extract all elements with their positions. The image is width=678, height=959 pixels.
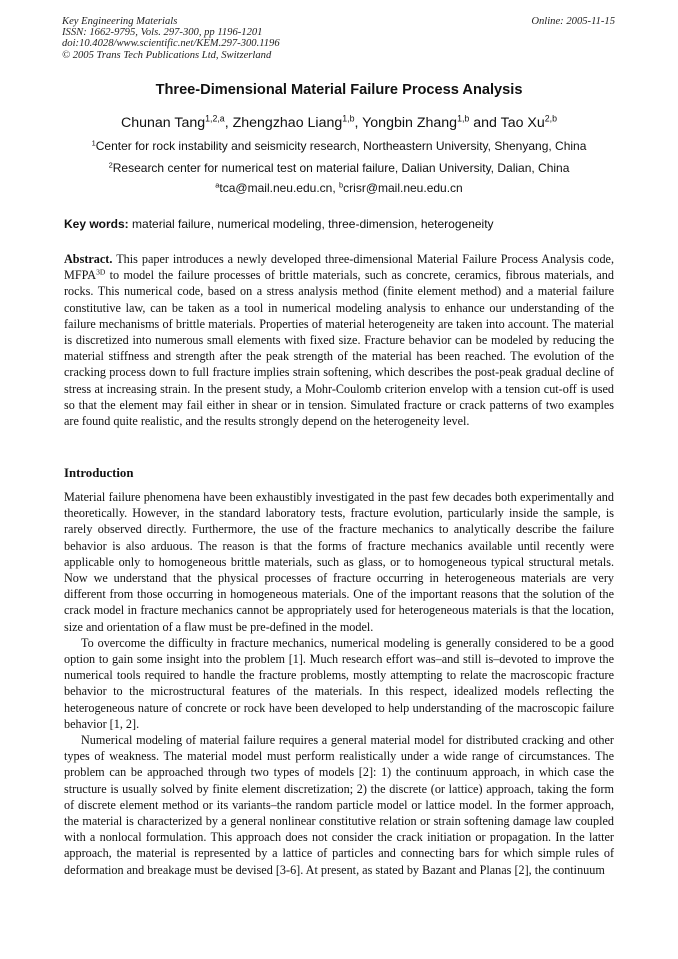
keywords-text: material failure, numerical modeling, three-dimension, heterogeneity: [132, 217, 494, 231]
affiliation-mark: 1: [91, 138, 96, 148]
abstract-label: Abstract.: [64, 252, 113, 266]
paragraph: Material failure phenomena have been exhaustibly investigated in the past few decades both experimentally and theoretically. However, in the standard laboratory tests, fracture evolution, particularly inside the sample, is rarely observed directly. Furthermore, the use of the fracture mechanics to analytically describe the failure behavior is also arduous. The reason is that the forms of fracture mechanics available until recently were applicable only to homogeneous brittle materials, such as glass, or to homogeneous typical structural metals. Now we understand that the physical processes of fracture occurring in heterogeneous materials are very different from those occurring in homogeneous materials. One of the important reasons that the solution of the crack model in fracture mechanics cannot be appropriately used for heterogeneous materials is that the location, size and orientation of a flaw must be pre-defined in the model.: [64, 490, 614, 634]
email-address[interactable]: tca@mail.neu.edu.cn: [219, 181, 333, 195]
email-line: [0, 181, 678, 195]
paragraph: Numerical modeling of material failure requires a general material model for distributed cracking and other types of weakness. The material model must perform realistically under a wide range of circumstances. The problem can be approached through two types of models [2]: 1) the continuum approach, in which case the structure is usually solved by finite element discretization; 2) the discrete (or lattice) approach, taking the form of discrete element method or its variants–the random particle model or lattice model. In the former approach, the material is characterized by a general nonlinear constitutive relation or strain softening damage law coupled with a nonlocal formulation. This approach does not consider the crack initiation or propagation. In the latter approach, the material is represented by a lattice of particles and connecting bars for which simple rules of deformation and breakage must be devised [3-6]. At present, as stated by Bazant and Planas [2], the continuum: [64, 733, 614, 877]
author-separator: ,: [354, 115, 363, 131]
affiliation-mark: 2: [108, 160, 113, 170]
email-mark: a: [215, 180, 220, 190]
doi-line: doi:10.4028/www.scientific.net/KEM.297-300.1196: [62, 38, 280, 50]
author-affil-mark: 1,2,a: [205, 113, 225, 124]
copyright-line: © 2005 Trans Tech Publications Ltd, Switzerland: [62, 49, 272, 61]
abstract: [64, 251, 614, 429]
abstract-text: to model the failure processes of brittle materials, such as concrete, ceramics, fibrous materials, and rocks. This numerical code, based on a stress analysis method (finite element method) and a material failure constitutive law, can be taken as a tool in numerical modeling analysis to enhance our understanding of the failure mechanisms of brittle materials. Properties of material heterogeneity are taken into account. The material is discretized into numerous small elements with fixed size. Fracture behavior can be modeled by reducing the material stiffness and strength after the peak strength of the material has been reached. The evolution of the cracking process down to full fracture implies strain softening, which describes the post-peak gradual decline of stress at increasing strain. In the present study, a Mohr-Coulomb criterion envelop with a tension cut-off is used so that the element may fail either in shear or in tension. Simulated fracture or crack patterns of two examples are found quite realistic, and the results strongly depend on the heterogeneity level.: [64, 268, 614, 429]
author-name: Zhengzhao Liang: [232, 115, 343, 131]
paper-title: Three-Dimensional Material Failure Process Analysis: [155, 82, 523, 98]
introduction-body: [64, 489, 614, 878]
email-mark: b: [339, 180, 344, 190]
keywords-label: Key words:: [64, 217, 129, 231]
abstract-intro: This paper introduces a newly developed three-dimensional Material Failure Process Analysis code, MFPA: [64, 252, 614, 283]
author-name: Yongbin Zhang: [362, 115, 458, 131]
author-separator: and: [469, 115, 501, 131]
email-separator: ,: [332, 181, 340, 195]
journal-name: Key Engineering Materials: [62, 16, 178, 27]
online-date: Online: 2005-11-15: [531, 16, 615, 27]
author-affil-mark: 1,b: [457, 113, 470, 124]
affiliation-text: Center for rock instability and seismicity research, Northeastern University, Shenyang, China: [95, 139, 587, 153]
section-heading-introduction: Introduction: [64, 466, 134, 480]
author-separator: ,: [224, 115, 233, 131]
author-list: [0, 115, 678, 131]
keywords: [64, 217, 624, 231]
issn-line: ISSN: 1662-9795, Vols. 297-300, pp 1196-1201: [62, 27, 263, 39]
email-address[interactable]: crisr@mail.neu.edu.cn: [343, 181, 463, 195]
author-name: Tao Xu: [500, 115, 545, 131]
paragraph: To overcome the difficulty in fracture mechanics, numerical modeling is generally considered to be a good option to gain some insight into the problem [1]. Much research effort was–and still is–devoted to improve the numerical tools required to handle the fracture problems, mostly attempting to relate the macroscopic fracture behavior to the microstructural features of the materials. In this respect, idealized models reflecting the heterogeneous nature of concrete or rock have been developed to help understanding of the macroscopic failure behavior [1, 2].: [64, 635, 614, 731]
code-superscript: 3D: [96, 267, 106, 277]
author-affil-mark: 1,b: [342, 113, 355, 124]
affiliation: [0, 139, 678, 153]
affiliation: [0, 161, 678, 175]
journal-header: [62, 16, 422, 61]
author-affil-mark: 2,b: [544, 113, 558, 124]
affiliation-text: Research center for numerical test on material failure, Dalian University, Dalian, China: [112, 161, 570, 175]
author-name: Chunan Tang: [120, 115, 206, 131]
